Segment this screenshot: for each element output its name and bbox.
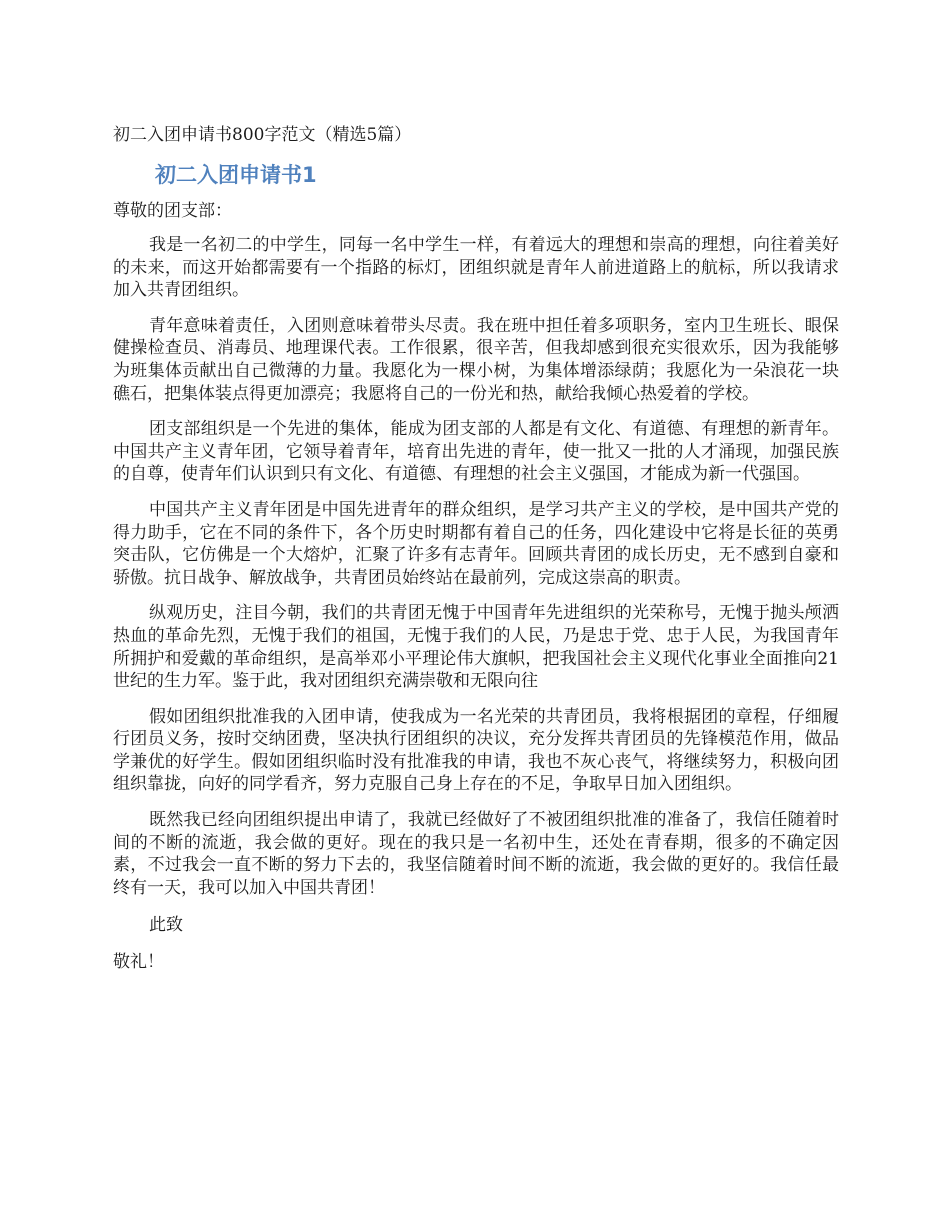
closing-line: 此致 — [149, 915, 183, 936]
salutation: 尊敬的团支部： — [113, 201, 232, 221]
paragraph: 假如团组织批准我的入团申请，使我成为一名光荣的共青团员，我将根据团的章程，仔细履行团员义务，按时交纳团费，坚决执行团组织的决议，充分发挥共青团员的先锋模范作用，做品学兼优的好学生。假如团组织临时没有批准我的申请，我也不灰心丧气，将继续努力，积极向团组织靠拢，向好的同学看齐，努力克服自己身上存在的不足，争取早日加入团组织。 — [113, 706, 839, 795]
paragraph: 中国共产主义青年团是中国先进青年的群众组织，是学习共产主义的学校，是中国共产党的得力助手，它在不同的条件下，各个历史时期都有着自己的任务，四化建设中它将是长征的英勇突击队，它仿佛是一个大熔炉，汇聚了许多有志青年。回顾共青团的成长历史，无不感到自豪和骄傲。抗日战争、解放战争，共青团员始终站在最前列，完成这崇高的职责。 — [113, 499, 839, 588]
document-page — [113, 122, 839, 975]
regards-line: 敬礼！ — [113, 952, 164, 973]
paragraph: 团支部组织是一个先进的集体，能成为团支部的人都是有文化、有道德、有理想的新青年。中国共产主义青年团，它领导着青年，培育出先进的青年，使一批又一批的人才涌现，加强民族的自尊，使青年们认识到只有文化、有道德、有理想的社会主义强国，才能成为新一代强国。 — [113, 419, 839, 485]
paragraph: 青年意味着责任，入团则意味着带头尽责。我在班中担任着多项职务，室内卫生班长、眼保健操检查员、消毒员、地理课代表。工作很累，很辛苦，但我却感到很充实很欢乐，因为我能够为班集体贡献出自己微薄的力量。我愿化为一棵小树，为集体增添绿荫；我愿化为一朵浪花一块礁石，把集体装点得更加漂亮；我愿将自己的一份光和热，献给我倾心热爱着的学校。 — [113, 315, 839, 404]
paragraph: 我是一名初二的中学生，同每一名中学生一样，有着远大的理想和崇高的理想，向往着美好的未来，而这开始都需要有一个指路的标灯，团组织就是青年人前进道路上的航标，所以我请求加入共青团组织。 — [113, 235, 839, 301]
document-title: 初二入团申请书800字范文（精选5篇） — [113, 125, 412, 145]
paragraph: 纵观历史，注目今朝，我们的共青团无愧于中国青年先进组织的光荣称号，无愧于抛头颅洒热血的革命先烈，无愧于我们的祖国，无愧于我们的人民，乃是忠于党、忠于人民，为我国青年所拥护和爱戴的革命组织，是高举邓小平理论伟大旗帜，把我国社会主义现代化事业全面推向21世纪的生力军。鉴于此，我对团组织充满崇敬和无限向往 — [113, 603, 839, 692]
section-heading: 初二入团申请书1 — [155, 163, 317, 187]
paragraph: 既然我已经向团组织提出申请了，我就已经做好了不被团组织批准的准备了，我信任随着时间的不断的流逝，我会做的更好。现在的我只是一名初中生，还处在青春期，很多的不确定因素，不过我会一直不断的努力下去的，我坚信随着时间不断的流逝，我会做的更好的。我信任最终有一天，我可以加入中国共青团！ — [113, 810, 839, 898]
